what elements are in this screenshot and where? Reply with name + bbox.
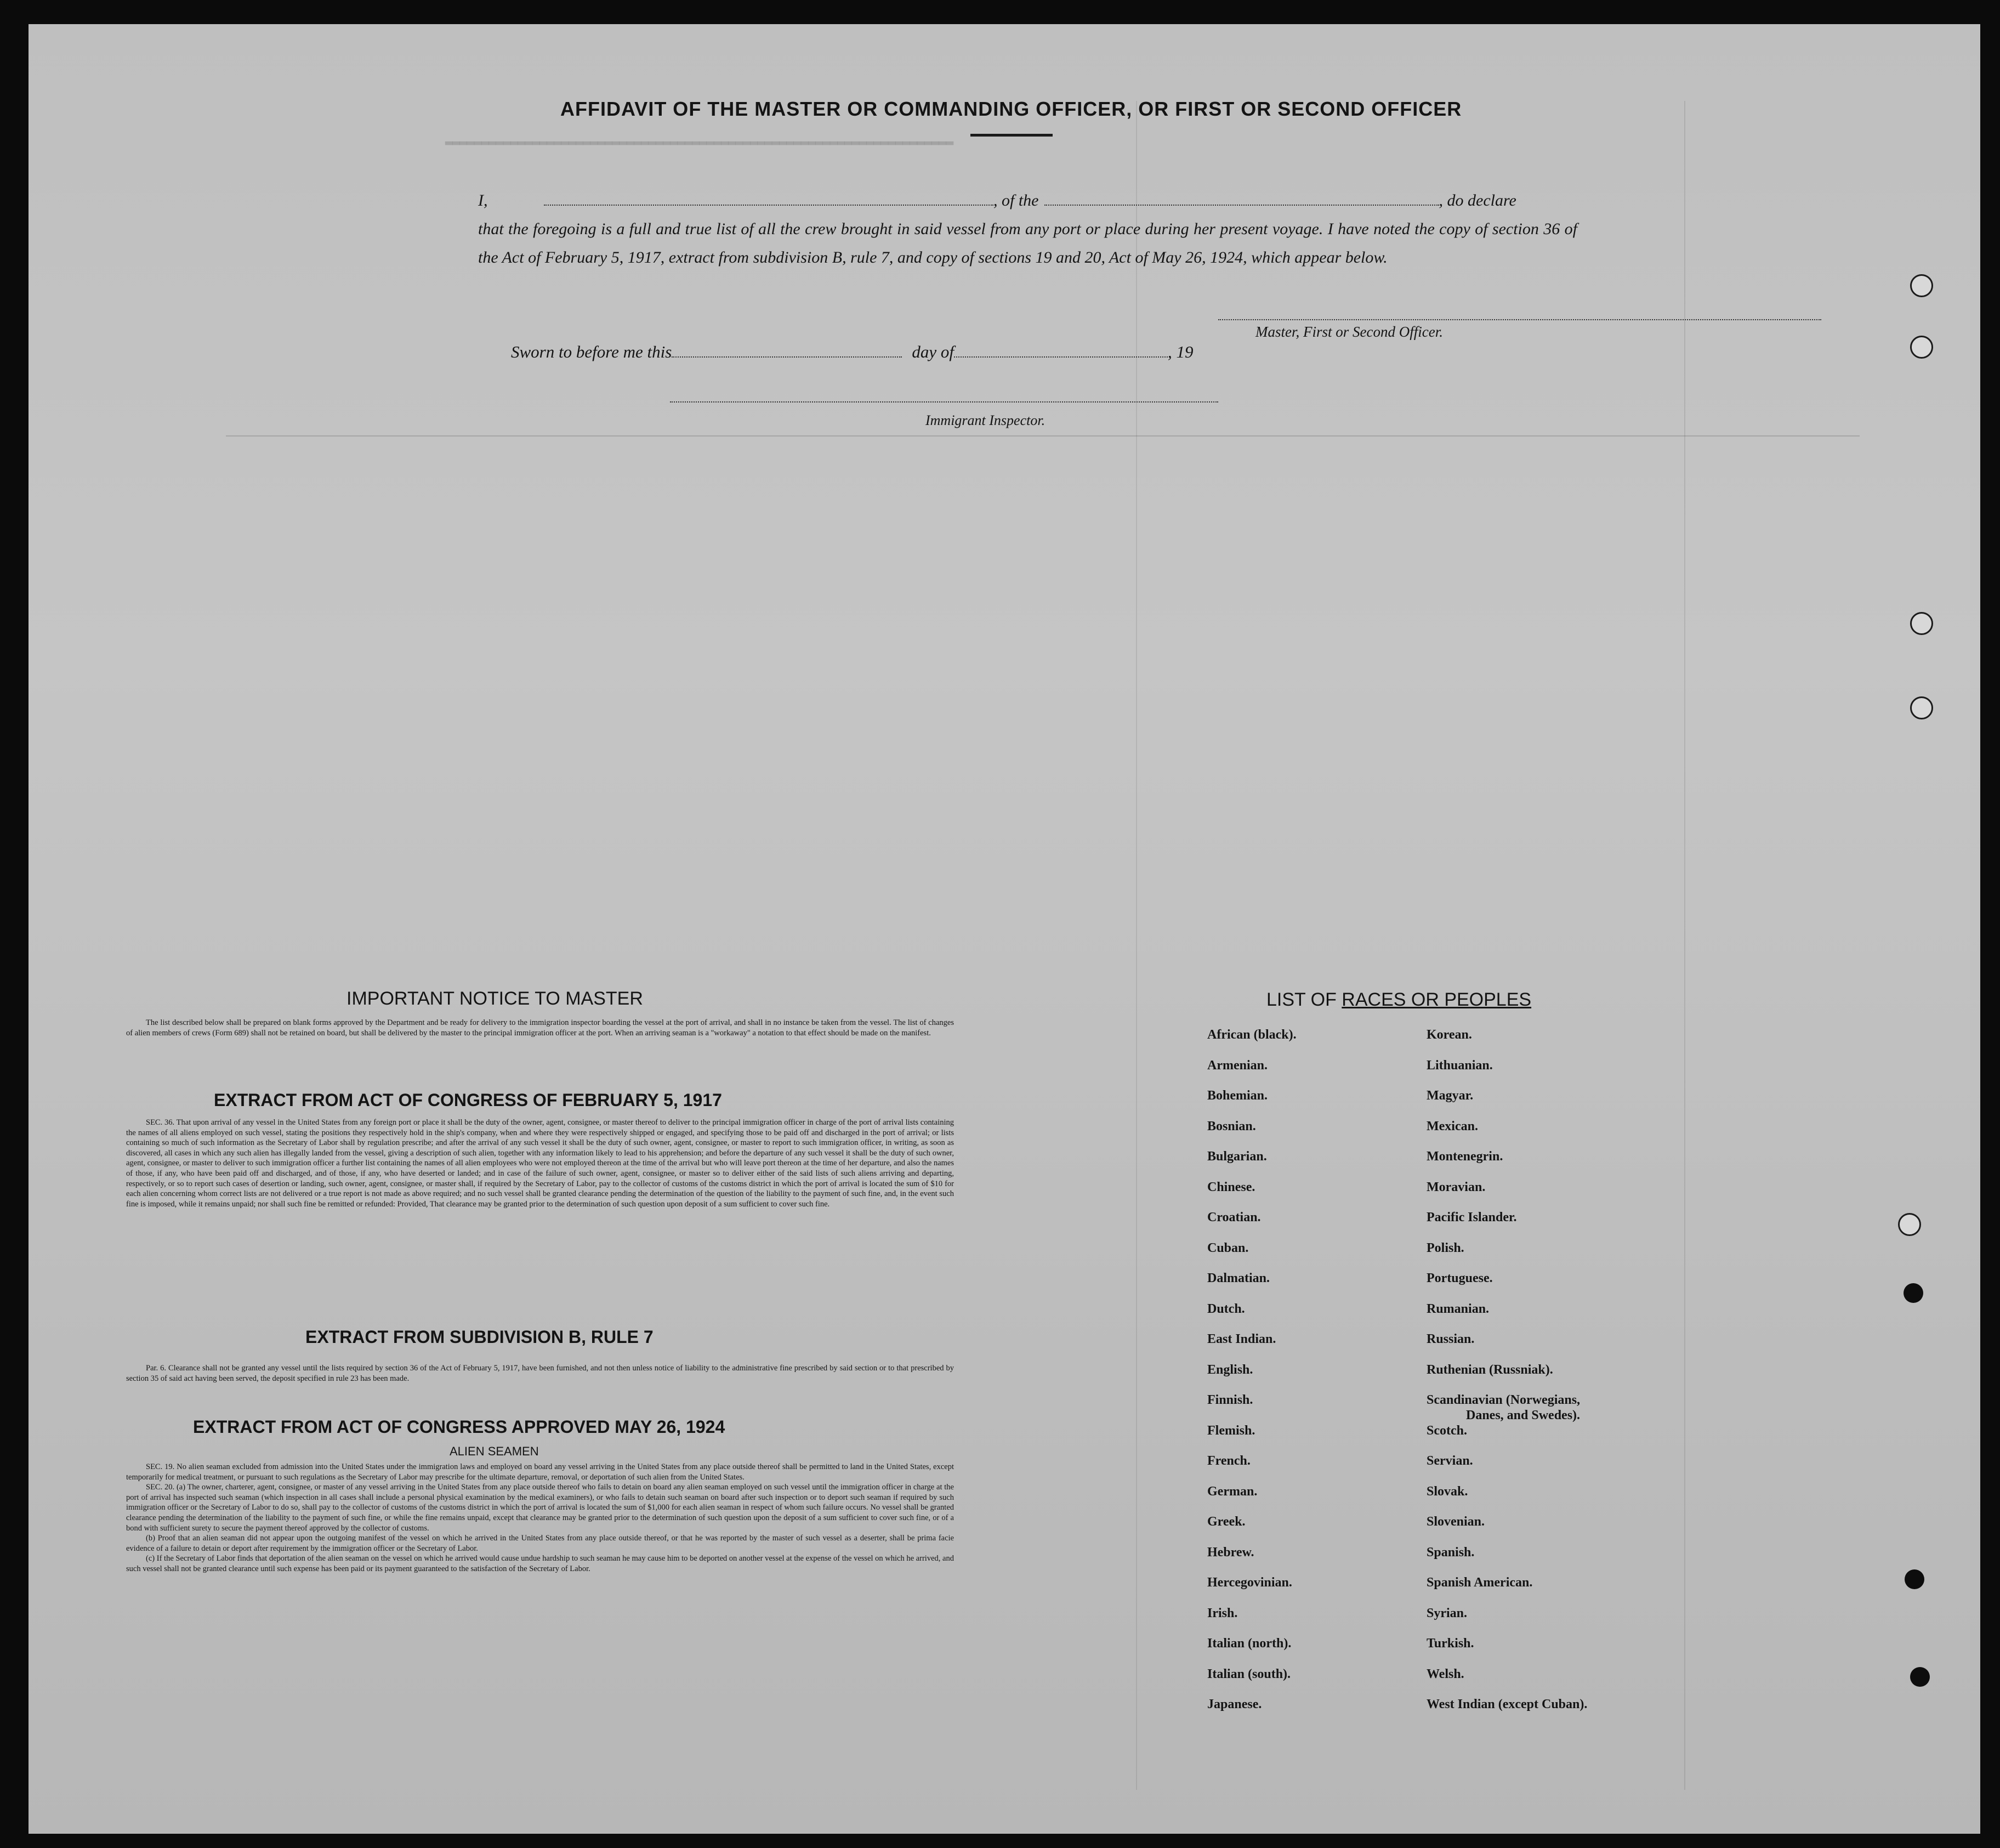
extract-1924-title: EXTRACT FROM ACT OF CONGRESS APPROVED MAY 26, 1924 <box>193 1417 725 1437</box>
section-19-text: SEC. 19. No alien seaman excluded from admission into the United States under the immigration laws and employed on board any vessel arriving in the United States from any place outside thereof shall be permitted to land in the United States, except temporarily for medical treatment, or pursuant to such regulations as the Secretary of Labor may prescribe for the ultimate departure, removal, or deportation of such alien from the United States. <box>126 1462 954 1482</box>
bleed-through-column-rule <box>1684 101 1685 1790</box>
race-item: Cuban. <box>1207 1240 1249 1255</box>
binder-hole <box>1898 1213 1921 1236</box>
race-item: Spanish. <box>1427 1545 1475 1560</box>
race-item: Hebrew. <box>1207 1545 1254 1560</box>
binder-hole <box>1910 336 1933 359</box>
notice-title: IMPORTANT NOTICE TO MASTER <box>346 988 643 1009</box>
race-item: Lithuanian. <box>1427 1058 1493 1073</box>
race-item: Dutch. <box>1207 1301 1245 1316</box>
section-20a-text: SEC. 20. (a) The owner, charterer, agent, consignee, or master of any vessel arriving in the United States from any place outside thereof who fails to detain on board any alien seaman employed on such vessel until the immigration officer in charge at the port of arrival has inspected such seaman (which inspection in all cases shall include a personal physical examination by the medical examiners), or who fails to detain such seaman on board after such inspection or to deport such seaman if required by such immigration officer or the Secretary of Labor to do so, shall pay to the collector of customs of the customs district in which the port of arrival is located the sum of $1,000 for each alien seaman in respect of whom such failure occurs. No vessel shall be granted clearance pending the determination of the liability to the payment of such fine, or while the fine remains unpaid, except that clearance may be granted prior to the determination of such question upon the deposit of a sum sufficient to cover such fine, or of a bond with sufficient surety to secure the payment thereof approved by the collector of customs. <box>126 1483 954 1533</box>
sworn-day-blank <box>672 356 902 358</box>
sworn-text: Sworn to before me this <box>511 342 672 361</box>
name-blank <box>544 205 993 206</box>
race-item: Mexican. <box>1427 1119 1478 1133</box>
race-item: Bohemian. <box>1207 1089 1268 1103</box>
bleed-through-rule <box>226 435 1860 437</box>
race-item: Greek. <box>1207 1515 1246 1529</box>
race-item: Danes, and Swedes). <box>1466 1408 1581 1422</box>
race-item: Finnish. <box>1207 1393 1253 1407</box>
race-item: Bosnian. <box>1207 1119 1256 1133</box>
race-item: Polish. <box>1427 1240 1464 1255</box>
sworn-day-of: day of <box>912 342 954 361</box>
extract-rule7-body <box>126 1363 954 1384</box>
race-item: Welsh. <box>1427 1666 1464 1681</box>
race-item: Portuguese. <box>1427 1271 1493 1285</box>
notice-paragraph: The list described below shall be prepared on blank forms approved by the Department and be ready for delivery to the immigration inspector boarding the vessel at the port of arrival, and shall in no instance be taken from the vessel. The list of changes of alien members of crews (Form 689) shall not be retained on board, but shall be delivered by the master to the principal immigration officer at the port. When an arriving seaman is a "workaway" a notation to that effect should be made on the manifest. <box>126 1018 954 1038</box>
race-item: Slovenian. <box>1427 1515 1485 1529</box>
notice-body <box>126 1018 954 1038</box>
race-item: Magyar. <box>1427 1089 1474 1103</box>
binder-hole <box>1910 696 1933 719</box>
binder-hole <box>1910 1667 1930 1687</box>
race-item: Hercegovinian. <box>1207 1575 1292 1590</box>
binder-hole <box>1904 1283 1923 1303</box>
race-item: Pacific Islander. <box>1427 1210 1517 1225</box>
race-item: Scotch. <box>1427 1423 1467 1438</box>
master-signature-line <box>1218 319 1821 320</box>
race-item: Russian. <box>1427 1332 1475 1346</box>
race-item: East Indian. <box>1207 1332 1276 1346</box>
race-item: African (black). <box>1207 1028 1297 1042</box>
race-item: German. <box>1207 1484 1258 1499</box>
vessel-blank <box>1044 205 1439 206</box>
section-36-text: SEC. 36. That upon arrival of any vessel in the United States from any foreign port or place it shall be the duty of the owner, agent, consignee, or master thereof to deliver to the principal immigration officer in charge of the port of arrival lists containing the names of all aliens employed on such vessel, stating the positions they respectively hold in the ship's company, when and where they were respectively shipped or engaged, and specifying those to be paid off and discharged in the port of arrival; or lists containing so much of such information as the Secretary of Labor shall by regulation prescribe; and after the arrival of any such vessel it shall be the duty of such owner, agent, consignee, or master to report to such immigration officer, in writing, as soon as discovered, all cases in which any such alien has illegally landed from the vessel, giving a description of such alien, together with any information likely to lead to his apprehension; and before the departure of any such vessel it shall be the duty of such owner, agent, consignee, or master to deliver to such immigration officer a further list containing the names of all alien employees who were not employed thereon at the time of the arrival but who will leave port thereon at the time of her departure, and also the names of those, if any, who have been paid off and discharged, and of those, if any, who have deserted or landed; and in case of the failure of such owner, agent, consignee, or master so to deliver either of the said lists of such aliens arriving and departing, respectively, or so to report such cases of desertion or landing, such owner, agent, consignee, or master shall, if required by the Secretary of Labor, pay to the collector of customs of the customs district in which the port of arrival is located the sum of $10 for each alien concerning whom correct lists are not delivered or a true report is not made as above required; and no such vessel shall be granted clearance pending the determination of the question of the liability to the payment of such fine, and, in the event such fine is imposed, while it remains unpaid; nor shall such fine be remitted or refunded: Provided, That clearance may be granted prior to the determination of such question upon deposit of a sum sufficient to cover such fine. <box>126 1118 954 1209</box>
affidavit-declaration <box>478 186 1577 272</box>
declaration-first-line <box>478 186 1577 215</box>
race-item: Flemish. <box>1207 1423 1255 1438</box>
races-title-prefix: LIST OF <box>1266 989 1342 1010</box>
race-item: Rumanian. <box>1427 1301 1490 1316</box>
race-item: Bulgarian. <box>1207 1149 1267 1164</box>
race-item: West Indian (except Cuban). <box>1427 1697 1588 1711</box>
extract-1917-title: EXTRACT FROM ACT OF CONGRESS OF FEBRUARY 5, 1917 <box>214 1090 722 1110</box>
race-item: Korean. <box>1427 1028 1472 1042</box>
declaration-text: that the foregoing is a full and true list of all the crew brought in said vessel from any port or place during her present voyage. I have noted the copy of section 36 of the Act of February 5, 1917, extract from subdivision B, rule 7, and copy of sections 19 and 20, Act of May 26, 1924, which appear below. <box>478 220 1577 267</box>
binder-hole <box>1905 1569 1924 1589</box>
sworn-year-prefix: , 19 <box>1167 342 1194 361</box>
race-item: Chinese. <box>1207 1180 1255 1194</box>
race-item: Italian (north). <box>1207 1636 1292 1651</box>
sworn-line <box>511 342 1193 362</box>
race-item: Croatian. <box>1207 1210 1261 1225</box>
race-item: Ruthenian (Russniak). <box>1427 1362 1553 1377</box>
race-item: Irish. <box>1207 1606 1238 1620</box>
title-underline <box>970 134 1053 137</box>
extract-1924-body <box>126 1462 954 1574</box>
race-item: Servian. <box>1427 1454 1473 1468</box>
extract-1917-body <box>126 1118 954 1209</box>
races-title-underlined: RACES OR PEOPLES <box>1342 989 1532 1010</box>
inspector-signature-label: Immigrant Inspector. <box>925 412 1046 428</box>
race-item: Scandinavian (Norwegians, <box>1427 1393 1581 1407</box>
race-item: Montenegrin. <box>1427 1149 1503 1164</box>
race-item: English. <box>1207 1362 1253 1377</box>
race-item: Japanese. <box>1207 1697 1262 1711</box>
race-item: Turkish. <box>1427 1636 1474 1651</box>
race-item: French. <box>1207 1454 1251 1468</box>
race-item: Syrian. <box>1427 1606 1468 1620</box>
declaration-i: I, <box>478 191 488 209</box>
race-item: Italian (south). <box>1207 1666 1291 1681</box>
inspector-signature-line <box>670 401 1218 403</box>
master-signature-label: Master, First or Second Officer. <box>1255 324 1443 340</box>
declaration-do-declare: , do declare <box>1439 191 1516 209</box>
race-item: Moravian. <box>1427 1180 1486 1194</box>
section-20b-text: (b) Proof that an alien seaman did not appear upon the outgoing manifest of the vessel on which he arrived in the United States from any place outside thereof, or that he was reported by the master of such vessel as a deserter, shall be prima facie evidence of a failure to detain or deport after requirement by the immigration officer or the Secretary of Labor. <box>126 1534 954 1553</box>
bleed-through-header: ▂▂▂▂▂▂▂▂▂▂▂▂▂▂▂▂▂▂▂▂▂▂▂▂▂▂▂▂▂▂▂▂▂▂▂▂▂▂▂▂▂▂▂▂▂▂▂▂▂▂▂▂▂▂▂▂▂▂▂▂▂▂▂▂▂▂▂▂▂▂ <box>445 132 954 146</box>
race-item: Slovak. <box>1427 1484 1468 1499</box>
race-item: Armenian. <box>1207 1058 1268 1073</box>
manifest-sheet <box>29 24 1980 1834</box>
section-20c-text: (c) If the Secretary of Labor finds that deportation of the alien seaman on the vessel on which he arrived would cause undue hardship to such seaman he may cause him to be deported on another vessel at the expense of the vessel on which he arrived, and such vessel shall not be granted clearance until such expense has been paid or its payment guaranteed to the satisfaction of the Secretary of Labor. <box>126 1554 954 1573</box>
alien-seamen-subtitle: ALIEN SEAMEN <box>450 1444 539 1458</box>
declaration-of-the: , of the <box>993 191 1039 209</box>
par6-text: Par. 6. Clearance shall not be granted any vessel until the lists required by section 36 of the Act of February 5, 1917, have been furnished, and not then unless notice of liability to the administrative fine prescribed by said section or to that prescribed by section 35 of said act having been served, the deposit specified in rule 23 has been made. <box>126 1364 954 1383</box>
binder-hole <box>1910 612 1933 635</box>
race-item: Dalmatian. <box>1207 1271 1270 1285</box>
race-item: Spanish American. <box>1427 1575 1533 1590</box>
extract-rule7-title: EXTRACT FROM SUBDIVISION B, RULE 7 <box>305 1327 654 1347</box>
binder-hole <box>1910 274 1933 297</box>
sworn-month-blank <box>954 356 1168 358</box>
races-title <box>1266 989 1531 1011</box>
affidavit-title: AFFIDAVIT OF THE MASTER OR COMMANDING OFFICER, OR FIRST OR SECOND OFFICER <box>560 98 1462 120</box>
